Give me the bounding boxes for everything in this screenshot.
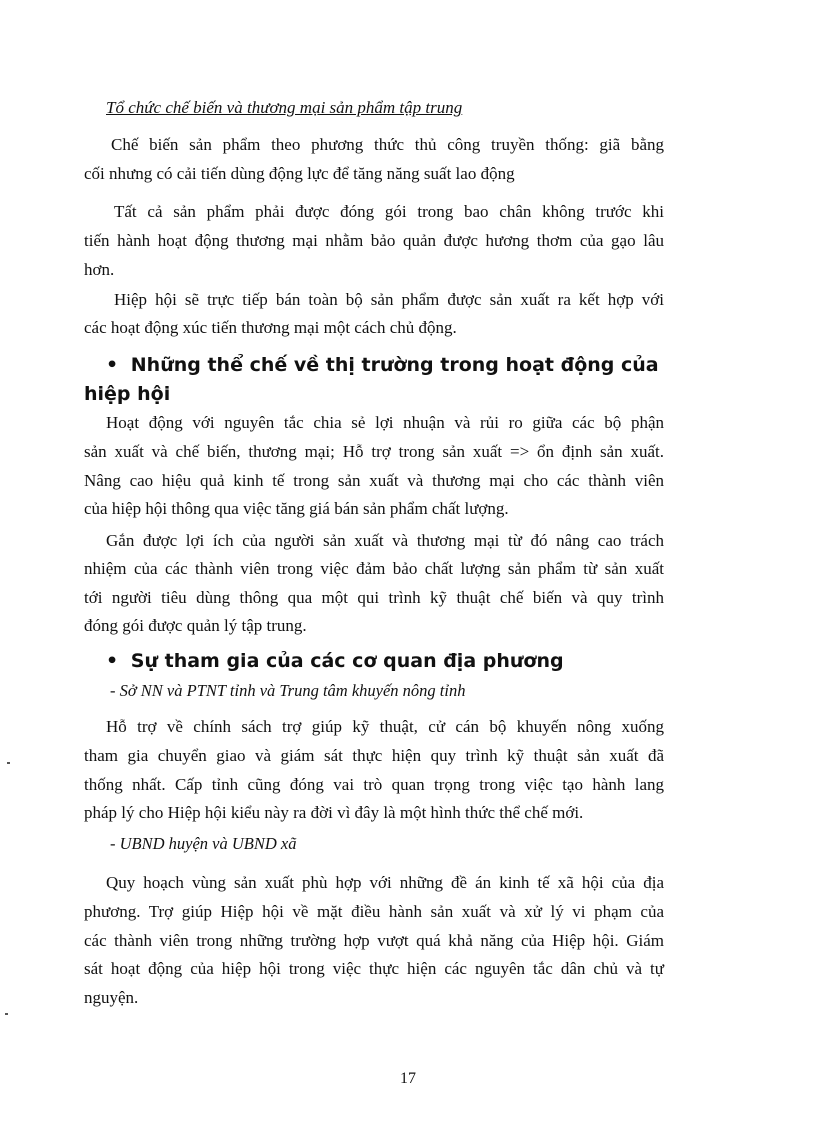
paragraph-5-cont <box>84 555 664 641</box>
heading-line: Sự tham gia của các cơ quan địa phương <box>130 650 564 672</box>
paragraph-line: Nâng cao hiệu quả kinh tế trong sản xuất và thương mại cho các thành viên <box>84 470 664 490</box>
paragraph-line: Hỗ trợ về chính sách trợ giúp kỹ thuật, cử cán bộ khuyến nông xuống <box>106 717 664 736</box>
paragraph-1-cont <box>84 160 664 189</box>
section-title: Tổ chức chế biến và thương mại sản phẩm tập trung <box>106 98 463 117</box>
page-number: 17 <box>400 1070 416 1087</box>
paragraph-4-cont <box>84 438 664 524</box>
bullet-icon: • <box>106 354 119 376</box>
paragraph-line: Hoạt động với nguyên tắc chia sẻ lợi nhuận và rủi ro giữa các bộ phận <box>106 413 664 432</box>
paragraph-1 <box>111 131 664 160</box>
paragraph-4 <box>106 409 664 438</box>
paragraph-line: hơn. <box>84 259 115 279</box>
paragraph-line: nhiệm của các thành viên trong việc đảm bảo chất lượng sản phẩm từ sản xuất <box>84 559 664 578</box>
paragraph-3-cont <box>84 314 664 343</box>
paragraph-line: Gắn được lợi ích của người sản xuất và thương mại từ đó nâng cao trách <box>106 531 664 550</box>
paragraph-line: Tất cả sản phẩm phải được đóng gói trong bao chân không trước khi <box>114 202 664 221</box>
paragraph-line: tới người tiêu dùng thông qua một qui trình kỹ thuật chế biến và quy trình <box>84 587 664 607</box>
heading-market-institutions <box>106 351 666 379</box>
paragraph-line: tiến hành hoạt động thương mại nhằm bảo quản được hương thơm của gạo lâu <box>84 231 664 250</box>
paragraph-line: Quy hoạch vùng sản xuất phù hợp với những đề án kinh tế xã hội của địa <box>106 873 664 892</box>
paragraph-line: nguyện. <box>84 987 139 1007</box>
scan-mark <box>5 1013 8 1015</box>
paragraph-6 <box>106 713 664 742</box>
paragraph-line: pháp lý cho Hiệp hội kiểu này ra đời vì đây là một hình thức thể chế mới. <box>84 803 584 822</box>
subheading-district: - UBND huyện và UBND xã <box>110 834 297 853</box>
paragraph-line: thống nhất. Cấp tỉnh cũng đóng vai trò quan trọng trong việc tạo hành lang <box>84 774 664 794</box>
paragraph-line: Hiệp hội sẽ trực tiếp bán toàn bộ sản phẩm được sản xuất ra kết hợp với <box>114 290 664 309</box>
paragraph-5 <box>106 527 664 556</box>
scan-mark <box>7 762 10 764</box>
paragraph-2 <box>114 198 664 227</box>
paragraph-line: tham gia chuyển giao và giám sát thực hiện quy trình kỹ thuật sản xuất đã <box>84 746 664 765</box>
heading-line: hiệp hội <box>84 383 171 405</box>
paragraph-line: các hoạt động xúc tiến thương mại một cách chủ động. <box>84 318 457 337</box>
paragraph-line: các thành viên trong những trường hợp vượt quá khả năng của Hiệp hội. Giám <box>84 930 664 950</box>
subheading-provincial: - Sở NN và PTNT tỉnh và Trung tâm khuyến nông tỉnh <box>110 681 466 700</box>
paragraph-line: đóng gói được quản lý tập trung. <box>84 616 307 635</box>
paragraph-line: Chế biến sản phẩm theo phương thức thủ công truyền thống: giã bằng <box>111 135 664 154</box>
heading-line: Những thể chế về thị trường trong hoạt động của <box>130 354 659 376</box>
paragraph-7 <box>106 869 664 898</box>
paragraph-6-cont <box>84 742 664 828</box>
paragraph-line: của hiệp hội thông qua việc tăng giá bán sản phẩm chất lượng. <box>84 499 509 518</box>
paragraph-7-cont <box>84 898 664 1012</box>
paragraph-2-cont <box>84 227 664 284</box>
paragraph-3 <box>114 286 664 315</box>
heading-local-agencies <box>106 647 564 675</box>
heading-market-institutions-cont <box>84 380 170 408</box>
bullet-icon: • <box>106 650 119 672</box>
paragraph-line: cối nhưng có cải tiến dùng động lực để tăng năng suất lao động <box>84 164 515 183</box>
paragraph-line: sản xuất và chế biến, thương mại; Hỗ trợ trong sản xuất => ổn định sản xuất. <box>84 442 664 461</box>
paragraph-line: phương. Trợ giúp Hiệp hội về mặt điều hành sản xuất và xử lý vi phạm của <box>84 902 664 921</box>
paragraph-line: sát hoạt động của hiệp hội trong việc thực hiện các nguyên tắc dân chủ và tự <box>84 959 664 978</box>
